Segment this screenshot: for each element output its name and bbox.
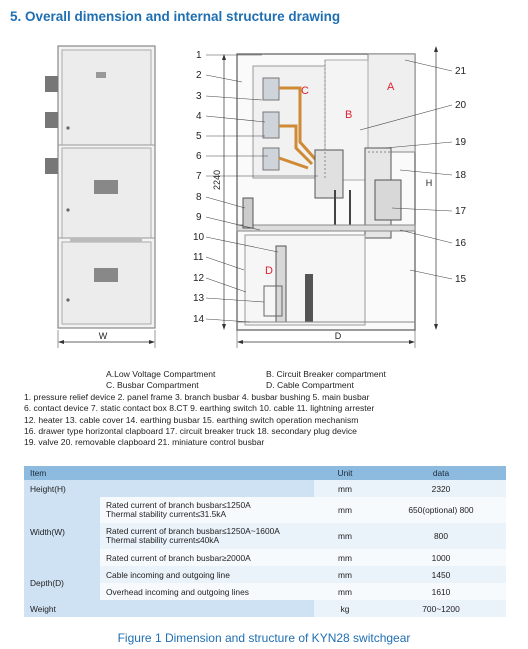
depth-2-value: 1610 [376, 583, 506, 600]
width-1-value: 650(optional) 800 [376, 497, 506, 523]
legend-parts-line-5: 19. valve 20. removable clapboard 21. miniature control busbar [24, 437, 265, 448]
callout-5: 5 [196, 131, 202, 142]
depth-label: Depth(D) [24, 566, 100, 600]
callout-6: 6 [196, 151, 202, 162]
callout-1: 1 [196, 50, 202, 61]
callout-2: 2 [196, 70, 202, 81]
callout-12: 12 [193, 273, 205, 284]
drawing-svg [0, 30, 528, 365]
legend-parts-line-3: 12. heater 13. cable cover 14. earthing busbar 15. earthing switch operation mechanism [24, 414, 359, 425]
height-label: Height(H) [24, 480, 314, 497]
dim-w-label: W [98, 331, 108, 341]
dim-h-label: H [425, 178, 433, 188]
width-2-desc [100, 523, 314, 549]
callout-15: 15 [455, 274, 467, 285]
zone-d-label: D [265, 265, 273, 277]
header-data: data [376, 466, 506, 480]
weight-label: Weight [24, 600, 314, 617]
callout-10: 10 [193, 232, 205, 243]
structure-drawing [0, 30, 528, 365]
specification-table [24, 466, 506, 617]
callout-4: 4 [196, 111, 202, 122]
depth-1-unit: mm [314, 566, 376, 583]
dim-2240-label: 2240 [212, 169, 222, 191]
callout-11: 11 [193, 252, 204, 263]
legend [24, 369, 514, 449]
depth-2-desc: Overhead incoming and outgoing lines [100, 583, 314, 600]
width-dimension [58, 330, 155, 348]
callout-18: 18 [455, 170, 467, 181]
width-2-unit: mm [314, 523, 376, 549]
callout-3: 3 [196, 91, 202, 102]
legend-compartment-d: D. Cable Compartment [266, 380, 354, 391]
table-row-weight [24, 600, 506, 617]
zone-a-label: A [387, 81, 395, 93]
width-3-desc: Rated current of branch busbar≥2000A [100, 549, 314, 566]
figure-caption: Figure 1 Dimension and structure of KYN28 switchgear [117, 631, 411, 645]
width-1-line2: Thermal stability current≤31.5kA [106, 509, 227, 519]
weight-unit: kg [314, 600, 376, 617]
width-3-unit: mm [314, 549, 376, 566]
front-view [45, 46, 155, 328]
header-unit: Unit [314, 466, 376, 480]
legend-parts-line-1: 1. pressure relief device 2. panel frame 3. branch busbar 4. busbar bushing 5. main busbar [24, 391, 370, 402]
callout-16: 16 [455, 238, 467, 249]
depth-2-unit: mm [314, 583, 376, 600]
height-value: 2320 [376, 480, 506, 497]
depth-1-desc: Cable incoming and outgoing line [100, 566, 314, 583]
width-1-unit: mm [314, 497, 376, 523]
width-2-value: 800 [376, 523, 506, 549]
legend-compartment-a: A.Low Voltage Compartment [106, 369, 216, 379]
width-2-line2: Thermal stability current≤40kA [106, 535, 220, 545]
callout-13: 13 [193, 293, 205, 304]
table-row-width-1 [24, 497, 506, 523]
legend-compartments-row-1 [24, 369, 514, 380]
legend-compartments-row-2 [24, 380, 514, 391]
table-header-row [24, 466, 506, 480]
weight-value: 700~1200 [376, 600, 506, 617]
table-row-height [24, 480, 506, 497]
callout-19: 19 [455, 137, 467, 148]
callout-7: 7 [196, 171, 202, 182]
callout-20: 20 [455, 100, 467, 111]
legend-compartment-b: B. Circuit Breaker compartment [266, 369, 386, 379]
side-view [237, 54, 415, 330]
callout-8: 8 [196, 192, 202, 203]
page-heading: 5. Overall dimension and internal structure drawing [10, 9, 341, 24]
depth-1-value: 1450 [376, 566, 506, 583]
height-unit: mm [314, 480, 376, 497]
legend-compartment-c: C. Busbar Compartment [106, 380, 199, 391]
width-2-line1: Rated current of branch busbar≤1250A~1600A [106, 525, 280, 536]
dim-d-label: D [334, 331, 342, 341]
legend-parts-line-2: 6. contact device 7. static contact box 8.CT 9. earthing switch 10. cable 11. lightning arrester [24, 403, 375, 414]
legend-parts-line-4: 16. drawer type horizontal clapboard 17. circuit breaker truck 18. secondary plug device [24, 426, 357, 437]
zone-c-label: C [301, 85, 309, 97]
width-1-line1: Rated current of branch busbar≤1250A [106, 499, 251, 510]
depth-dimension [237, 330, 415, 348]
callout-14: 14 [193, 314, 205, 325]
callout-21: 21 [455, 66, 467, 77]
zone-b-label: B [345, 109, 353, 121]
callout-17: 17 [455, 206, 467, 217]
width-3-value: 1000 [376, 549, 506, 566]
width-1-desc [100, 497, 314, 523]
callout-9: 9 [196, 212, 202, 223]
table-row-depth-1 [24, 566, 506, 583]
header-item: Item [24, 466, 314, 480]
width-label: Width(W) [24, 497, 100, 566]
